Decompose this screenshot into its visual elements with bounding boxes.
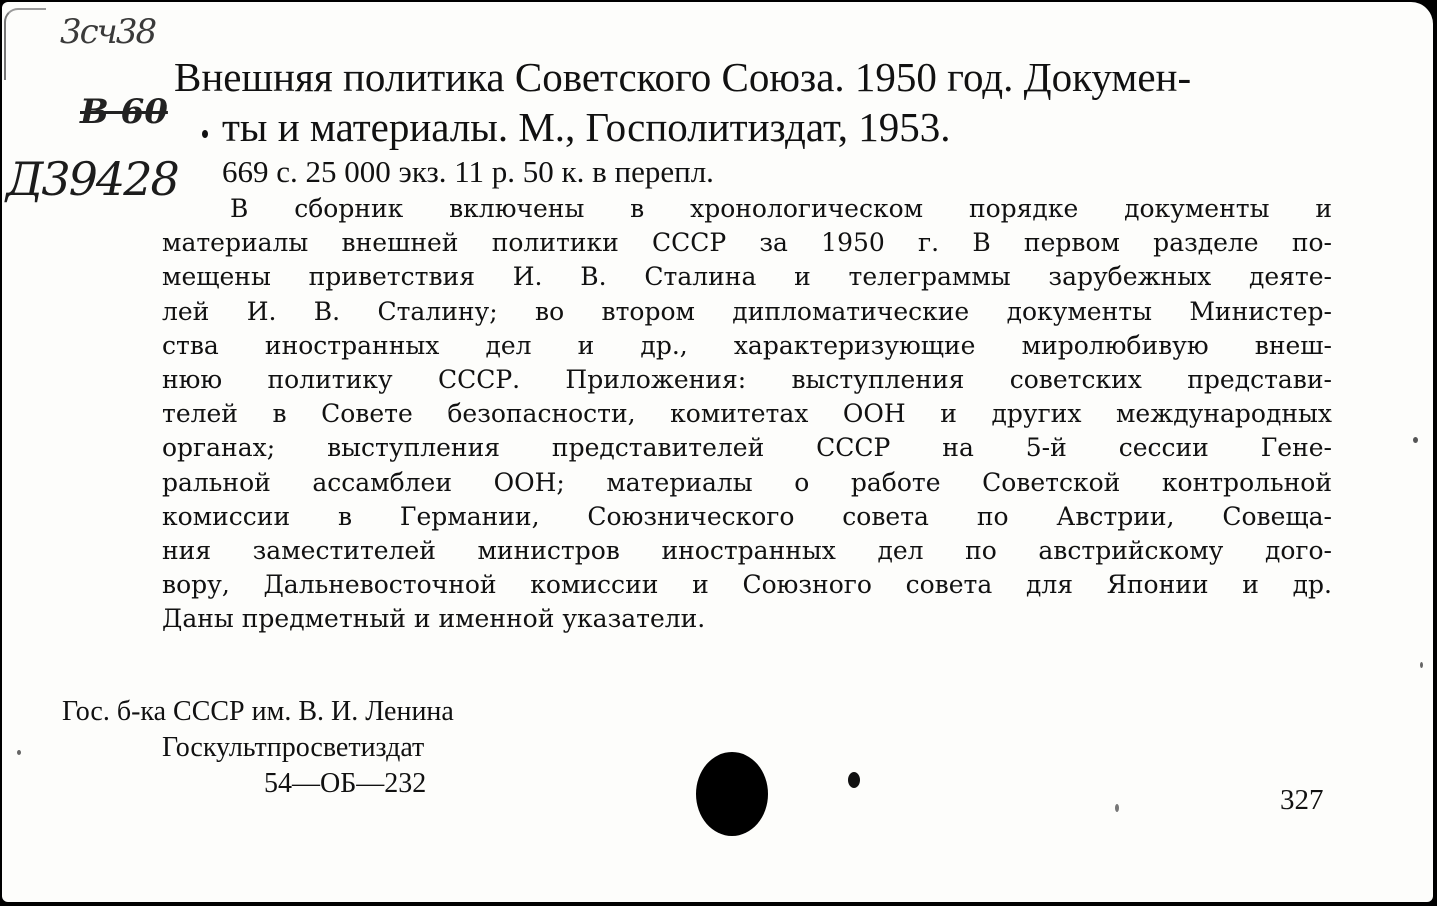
annotation-line: органах; выступления представителей СССР на 5-й сессии Гене-: [162, 433, 1332, 463]
bibliographic-title: [174, 52, 1191, 192]
title-line-1: Внешняя политика Советского Союза. 1950 год. Докумен-: [174, 54, 1192, 100]
annotation-line: ральной ассамблеи ООН; материалы о работе Советской контрольной: [162, 467, 1332, 497]
crossed-call-number: В 60: [80, 92, 168, 132]
ink-spot: [1413, 437, 1418, 443]
ink-spot: [17, 750, 21, 755]
ink-spot: [848, 772, 860, 788]
annotation-line: В сборник включены в хронологическом порядке документы и: [230, 194, 1332, 223]
annotation-line: нюю политику СССР. Приложения: выступления советских представи-: [162, 365, 1332, 395]
handwritten-call-number: 3сч38: [60, 12, 156, 52]
annotation-line: мещены приветствия И. В. Сталина и телеграммы зарубежных деяте-: [162, 262, 1332, 292]
imprint-line: 669 с. 25 000 экз. 11 р. 50 к. в перепл.: [222, 154, 714, 189]
annotation-line: ния заместителей министров иностранных дел по австрийскому дого-: [162, 536, 1332, 566]
ink-spot: [1420, 662, 1423, 668]
annotation-line: комиссии в Германии, Союзнического совета по Австрии, Совеща-: [162, 501, 1332, 531]
annotation-line: ства иностранных дел и др., характеризующие миролюбивую внеш-: [162, 330, 1332, 360]
title-line-2: ты и материалы. М., Госполитиздат, 1953.: [222, 104, 951, 150]
annotation: [162, 192, 1332, 637]
annotation-line: лей И. В. Сталину; во втором дипломатические документы Министер-: [162, 296, 1332, 326]
card-number: 327: [1280, 784, 1324, 816]
annotation-line: телей в Совете безопасности, комитетах ООН и других международных: [162, 399, 1332, 429]
annotation-line: Даны предметный и именной указатели.: [162, 604, 706, 634]
order-code: 54—ОБ—232: [264, 768, 427, 799]
stamped-call-number: Д39428: [6, 152, 178, 206]
pencil-mark: [4, 8, 46, 80]
catalog-card: [2, 2, 1433, 902]
card-punch-hole: [696, 752, 768, 836]
library-name: Гос. б-ка СССР им. В. И. Ленина: [62, 696, 454, 727]
annotation-line: материалы внешней политики СССР за 1950 г. В первом разделе по-: [162, 228, 1332, 258]
card-footer: [62, 694, 454, 802]
ink-spot: [1115, 804, 1119, 812]
annotation-line: вору, Дальневосточной комиссии и Союзного совета для Японии и др.: [162, 570, 1332, 600]
publisher-name: Госкультпросветиздат: [162, 732, 425, 763]
